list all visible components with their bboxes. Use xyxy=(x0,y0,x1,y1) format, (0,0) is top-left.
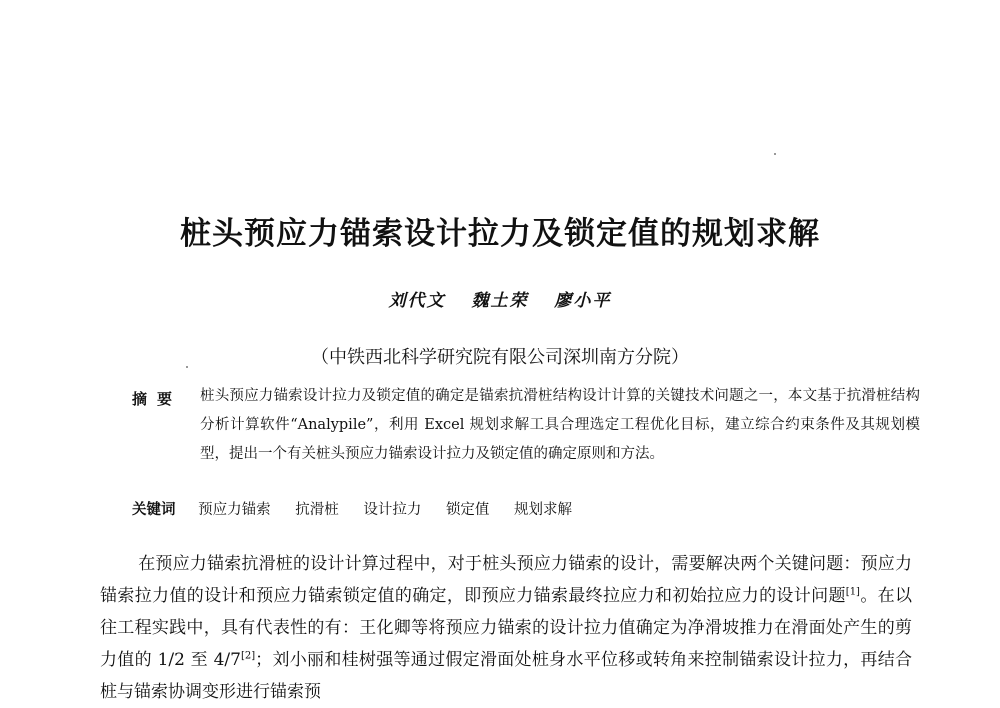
body-text: ；刘小丽和桂树强等通过假定滑面处桩身水平位移或转角来控制锚索设计拉力，再结合桩与锚索协调变形进行锚索预 xyxy=(100,650,912,702)
abstract xyxy=(132,388,922,469)
author-list xyxy=(0,286,1000,311)
body-paragraph xyxy=(100,548,912,708)
citation: [1] xyxy=(845,586,860,598)
author-name: 刘代文 xyxy=(388,291,446,311)
keyword: 预应力锚索 xyxy=(198,502,271,518)
abstract-label: 摘要 xyxy=(132,390,183,408)
author-name: 廖小平 xyxy=(554,291,612,311)
citation: [2] xyxy=(240,650,256,662)
keywords-label: 关键词 xyxy=(132,501,176,518)
keywords xyxy=(132,498,592,519)
scan-speck xyxy=(774,153,776,155)
affiliation: （中铁西北科学研究院有限公司深圳南方分院） xyxy=(311,347,689,368)
keyword: 规划求解 xyxy=(514,502,573,518)
body-text: 。在以往工程实践中，具有代表性的有：王化卿等将预应力锚索的设计拉力值确定为净滑坡推力在滑面处产生的剪力值的 1/2 至 4/7 xyxy=(100,586,913,670)
keyword: 锁定值 xyxy=(445,502,490,518)
body-text: 在预应力锚索抗滑桩的设计计算过程中，对于桩头预应力锚索的设计，需要解决两个关键问题：预应力锚索拉力值的设计和预应力锚索锁定值的确定，即预应力锚索最终拉应力和初始拉应力的设计问题 xyxy=(100,554,912,606)
author-name: 魏土荣 xyxy=(471,291,529,311)
keyword: 抗滑桩 xyxy=(295,502,339,518)
paper-title: 桩头预应力锚索设计拉力及锁定值的规划求解 xyxy=(180,216,820,252)
keyword: 设计拉力 xyxy=(363,502,422,518)
abstract-text: 桩头预应力锚索设计拉力及锁定值的确定是锚索抗滑桩结构设计计算的关键技术问题之一，本文基于抗滑桩结构分析计算软件“Analypile”，利用 Excel 规划求解工具合理选定工程优化目标，建立综合约束条件及其规划模型，提出一个有关桩头预应力锚索设计拉力及锁定值的确定原则和方法。 xyxy=(200,388,920,462)
